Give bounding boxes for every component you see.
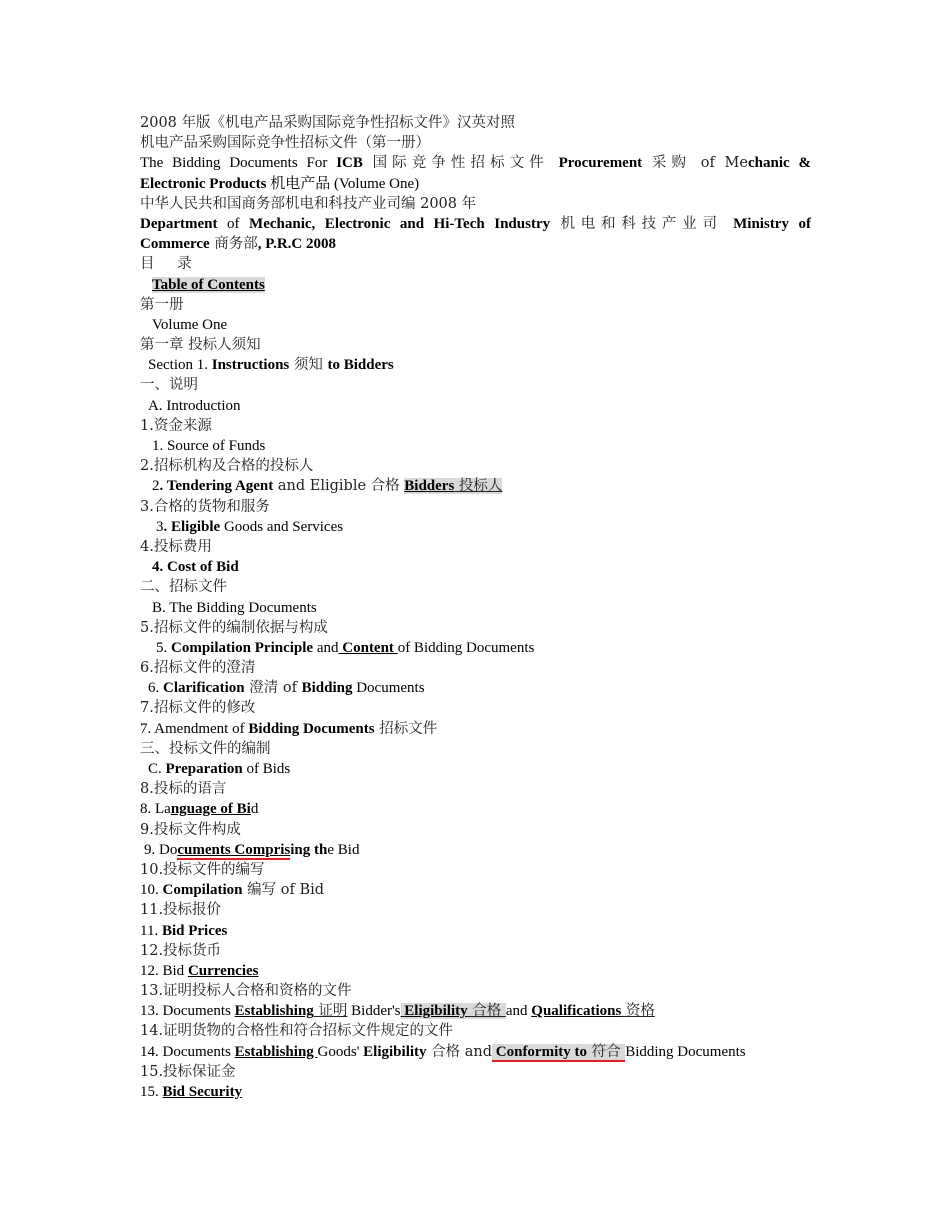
toc-item-14-cn: 14.证明货物的合格性和符合招标文件规定的文件 <box>140 1023 454 1040</box>
en-section-1: Section 1. Instructions 须知 to Bidders <box>148 357 394 374</box>
toc-item-14-en: 14. Documents Establishing Goods' Eligibility 合格 and Conformity to 符合 Bidding Documents <box>140 1043 746 1060</box>
en-publisher-line-1: Department of Mechanic, Electronic and Hi-Tech Industry 机电和科技产业司 Ministry of <box>140 215 811 232</box>
toc-item-8-cn: 8.投标的语言 <box>140 781 227 798</box>
toc-en-heading: Table of Contents <box>152 276 265 293</box>
toc-item-2-en: 2. Tendering Agent and Eligible 合格 Bidders 投标人 <box>152 478 503 495</box>
en-publisher-line-2: Commerce 商务部, P.R.C 2008 <box>140 236 336 253</box>
section-b-cn: 二、招标文件 <box>140 579 227 596</box>
section-c-cn: 三、投标文件的编制 <box>140 740 271 757</box>
toc-item-5-cn: 5.招标文件的编制依据与构成 <box>140 619 328 636</box>
toc-item-12-cn: 12.投标货币 <box>140 942 222 959</box>
edition-title: 2008 年版《机电产品采购国际竞争性招标文件》汉英对照 <box>140 115 516 131</box>
en-volume: Volume One <box>152 316 228 333</box>
section-c-en: C. Preparation of Bids <box>148 761 291 777</box>
toc-item-8-en: 8. Language of Bid <box>140 801 259 818</box>
section-a-cn: 一、说明 <box>140 377 198 394</box>
toc-item-1-cn: 1.资金来源 <box>140 417 212 434</box>
toc-item-15-cn: 15.投标保证金 <box>140 1063 236 1080</box>
cn-chapter-1: 第一章 投标人须知 <box>140 337 261 354</box>
toc-item-10-cn: 10.投标文件的编写 <box>140 861 265 878</box>
cn-document-title: 机电产品采购国际竞争性招标文件（第一册） <box>140 135 430 152</box>
toc-item-6-en: 6. Clarification 澄清 of Bidding Documents <box>148 680 425 697</box>
toc-item-7-cn: 7.招标文件的修改 <box>140 700 256 717</box>
toc-item-12-en: 12. Bid Currencies <box>140 962 259 979</box>
toc-item-13-en: 13. Documents Establishing 证明 Bidder's Eligibility 合格 and Qualifications 资格 <box>140 1003 655 1020</box>
toc-item-1-en: 1. Source of Funds <box>152 438 266 454</box>
toc-item-3-en: 3. Eligible Goods and Services <box>156 518 344 535</box>
toc-item-11-cn: 11.投标报价 <box>140 902 222 919</box>
section-b-en: B. The Bidding Documents <box>152 599 317 616</box>
document-body <box>140 113 811 1102</box>
toc-item-4-cn: 4.投标费用 <box>140 538 212 555</box>
toc-item-7-en: 7. Amendment of Bidding Documents 招标文件 <box>140 720 438 737</box>
toc-item-10-en: 10. Compilation 编写 of Bid <box>140 882 325 899</box>
toc-item-3-cn: 3.合格的货物和服务 <box>140 498 270 515</box>
en-title-line-1: The Bidding Documents For ICB 国际竞争性招标文件 Procurement 采购 of Mechanic & <box>140 155 812 172</box>
toc-item-2-cn: 2.招标机构及合格的投标人 <box>140 458 314 475</box>
toc-item-15-en: 15. Bid Security <box>140 1084 243 1100</box>
toc-item-9-cn: 9.投标文件构成 <box>140 821 241 838</box>
section-a-en: A. Introduction <box>148 397 241 414</box>
toc-item-9-en: 9. Documents Comprising the Bid <box>144 841 360 858</box>
toc-item-11-en: 11. Bid Prices <box>140 922 228 939</box>
toc-item-4-en: 4. Cost of Bid <box>152 559 239 576</box>
cn-publisher: 中华人民共和国商务部机电和科技产业司编 2008 年 <box>140 195 477 212</box>
en-title-line-2: Electronic Products 机电产品 (Volume One) <box>140 175 420 192</box>
cn-volume: 第一册 <box>140 296 184 313</box>
toc-item-6-cn: 6.招标文件的澄清 <box>140 660 256 677</box>
toc-cn-heading: 目 录 <box>140 256 192 273</box>
toc-item-13-cn: 13.证明投标人合格和资格的文件 <box>140 983 352 1000</box>
toc-item-5-en: 5. Compilation Principle and Content of Bidding Documents <box>156 639 535 656</box>
